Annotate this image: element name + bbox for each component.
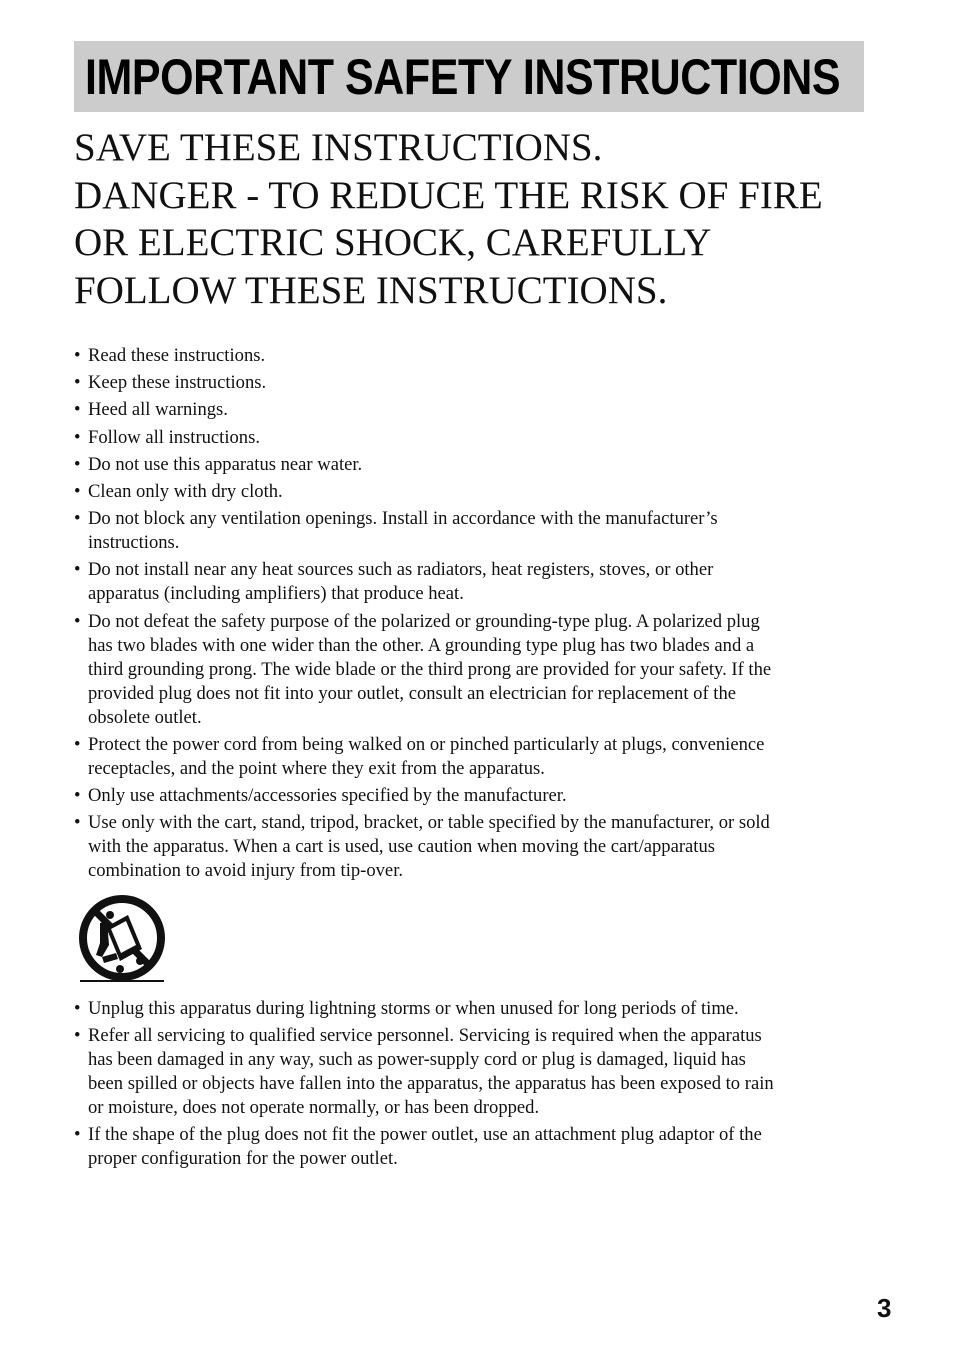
bullet-marker: • <box>74 733 81 755</box>
subheading-line: FOLLOW THESE INSTRUCTIONS. <box>74 268 668 312</box>
bullet-marker: • <box>74 508 81 530</box>
list-item <box>74 1024 864 1120</box>
list-item-text: combination to avoid injury from tip-over. <box>88 860 404 882</box>
list-item-text: Protect the power cord from being walked on or pinched particularly at plugs, convenience <box>88 733 765 755</box>
bullet-marker: • <box>74 559 81 581</box>
bullet-marker: • <box>74 453 81 475</box>
subheading-line: DANGER - TO REDUCE THE RISK OF FIRE <box>74 173 823 217</box>
list-item-text: proper configuration for the power outlet. <box>88 1148 398 1170</box>
list-item <box>74 784 864 808</box>
list-item-text: instructions. <box>88 532 180 554</box>
bullet-marker: • <box>74 345 81 366</box>
bullet-marker: • <box>74 1025 81 1047</box>
list-item <box>74 811 864 883</box>
safety-list-primary <box>74 344 864 886</box>
list-item-text: receptacles, and the point where they exit from the apparatus. <box>88 757 545 779</box>
list-item-text: Do not block any ventilation openings. Install in accordance with the manufacturer’s <box>88 508 718 530</box>
list-item <box>74 344 864 368</box>
list-item-text: Refer all servicing to qualified service personnel. Servicing is required when the apparatus <box>88 1025 762 1047</box>
bullet-marker: • <box>74 426 81 448</box>
list-item-text: has been damaged in any way, such as power-supply cord or plug is damaged, liquid has <box>88 1049 746 1071</box>
list-item <box>74 997 864 1021</box>
bullet-marker: • <box>74 372 81 394</box>
subheading-line: SAVE THESE INSTRUCTIONS. <box>74 126 603 169</box>
list-item <box>74 1123 864 1171</box>
list-item <box>74 398 864 422</box>
list-item <box>74 733 864 781</box>
list-item-text: Do not use this apparatus near water. <box>88 453 363 475</box>
list-item <box>74 507 864 555</box>
list-item <box>74 453 864 477</box>
list-item-text: Do not install near any heat sources such as radiators, heat registers, stoves, or other <box>88 559 714 581</box>
list-item-text: has two blades with one wider than the other. A grounding type plug has two blades and a <box>88 634 755 656</box>
list-item-text: Read these instructions. <box>88 345 266 366</box>
list-item <box>74 480 864 504</box>
list-item <box>74 426 864 450</box>
bullet-marker: • <box>74 610 81 632</box>
list-item-text: obsolete outlet. <box>88 706 202 728</box>
safety-list-secondary <box>74 997 864 1175</box>
list-item-text: Clean only with dry cloth. <box>88 480 283 502</box>
subheading-line: OR ELECTRIC SHOCK, CAREFULLY <box>74 221 712 264</box>
list-item <box>74 371 864 395</box>
page-title: IMPORTANT SAFETY INSTRUCTIONS <box>85 49 841 105</box>
list-item-text: provided plug does not fit into your outlet, consult an electrician for replacement of the <box>88 682 737 704</box>
list-item-text: third grounding prong. The wide blade or the third prong are provided for your safety. If the <box>88 658 772 680</box>
list-item-text: with the apparatus. When a cart is used, use caution when moving the cart/apparatus <box>88 836 715 858</box>
cart-tip-over-warning-icon <box>76 893 168 987</box>
list-item <box>74 610 864 730</box>
danger-subheading <box>74 124 874 314</box>
list-item-text: Do not defeat the safety purpose of the polarized or grounding-type plug. A polarized plug <box>88 610 760 632</box>
list-item-text: Only use attachments/accessories specified by the manufacturer. <box>88 784 567 806</box>
list-item-text: Use only with the cart, stand, tripod, bracket, or table specified by the manufacturer, or sold <box>88 812 770 834</box>
page-number: 3 <box>877 1293 892 1323</box>
list-item-text: been spilled or objects have fallen into the apparatus, the apparatus has been exposed to rain <box>88 1073 774 1095</box>
list-item-text: Heed all warnings. <box>88 399 228 421</box>
bullet-marker: • <box>74 784 81 806</box>
list-item-text: If the shape of the plug does not fit the power outlet, use an attachment plug adaptor of the <box>88 1124 762 1146</box>
bullet-marker: • <box>74 998 81 1019</box>
list-item-text: apparatus (including amplifiers) that produce heat. <box>88 583 464 605</box>
bullet-marker: • <box>74 1124 81 1146</box>
bullet-marker: • <box>74 399 81 421</box>
list-item-text: or moisture, does not operate normally, or has been dropped. <box>88 1097 540 1119</box>
bullet-marker: • <box>74 812 81 834</box>
list-item-text: Follow all instructions. <box>88 426 260 448</box>
title-banner <box>74 41 864 112</box>
bullet-marker: • <box>74 480 81 502</box>
list-item-text: Keep these instructions. <box>88 372 267 394</box>
list-item <box>74 558 864 606</box>
list-item-text: Unplug this apparatus during lightning storms or when unused for long periods of time. <box>88 998 739 1019</box>
